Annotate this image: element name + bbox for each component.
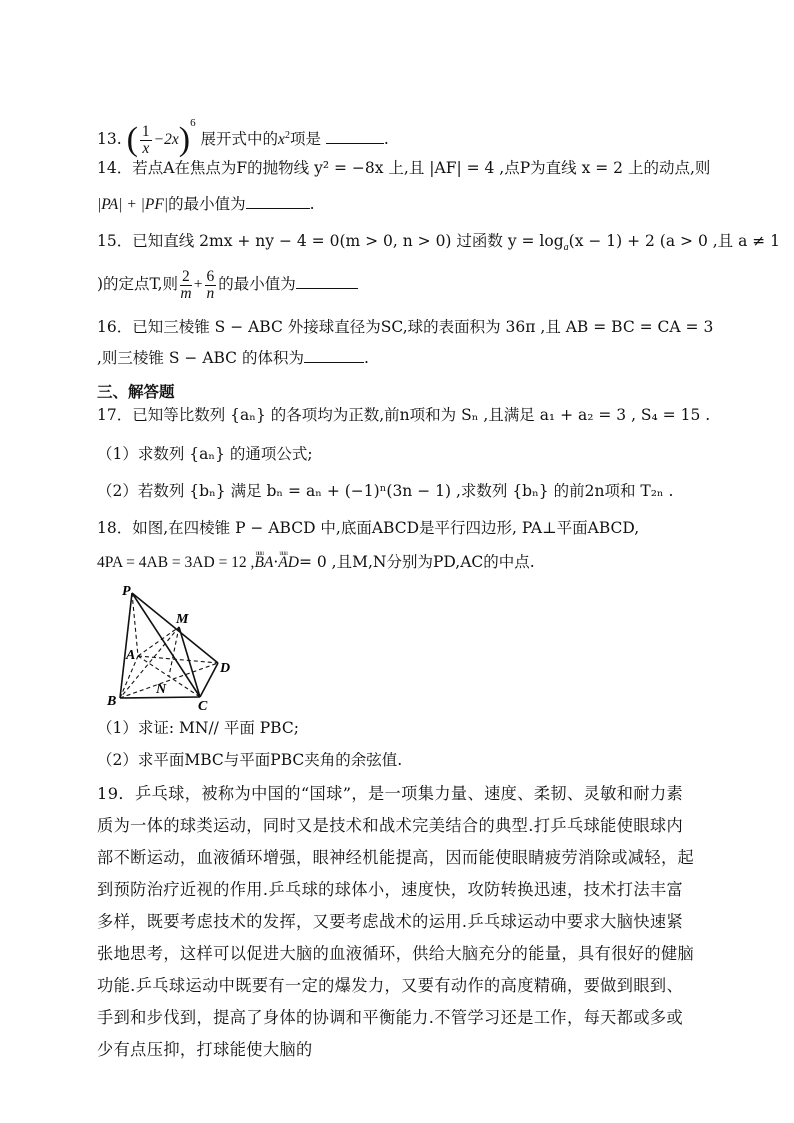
- edge-bc: [120, 697, 200, 698]
- problem-18-question-2: （2）求平面MBC与平面PBC夹角的余弦值.: [97, 751, 403, 769]
- section-title: 三、解答题: [97, 382, 175, 401]
- edge-pb: [120, 593, 132, 698]
- problem-16-line-1: 16．已知三棱锥 S − ABC 外接球直径为SC,球的表面积为 36π ,且 AB = BC = CA = 3: [97, 318, 714, 336]
- edge-pd: [132, 593, 218, 663]
- close-paren: ): [178, 121, 191, 158]
- vector-ad: uuu AD: [278, 552, 299, 574]
- segment-mc: [179, 627, 200, 697]
- label-a: A: [126, 648, 136, 663]
- label-m: M: [176, 612, 189, 627]
- label-p: P: [122, 584, 131, 599]
- answer-blank[interactable]: [246, 194, 310, 209]
- problem-13: 13. ( $\frac{1}{x}$ −2x)$^6$ 展开式中的$x^2$项是 .: [97, 117, 389, 158]
- problem-19-paragraph: 19．乒乓球，被称为中国的“国球”，是一项集力量、速度、柔韧、灵敏和耐力素质为一体的球类运动，同时又是技术和战术完美结合的典型.打乒乓球能使眼球内部不断运动，血液循环增强，眼神经机能提高，因而能使眼睛疲劳消除或减轻，起到预防治疗近视的作用.乒乓球的球体小，速度快，攻防转换迅速，技术打法丰富多样，既要考虑技术的发挥，又要考虑战术的运用.乒乓球运动中要求大脑快速紧张地思考，这样可以促进大脑的血液循环，供给大脑充分的能量，具有很好的健脑功能.乒乓球运动中既要有一定的爆发力，又要有动作的高度精确，要做到眼到、手到和步伐到，提高了身体的协调和平衡能力.不管学习还是工作，每天都或多或少有点压抑，打球能使大脑的: [97, 784, 695, 1059]
- exponent: 6: [190, 117, 196, 129]
- fraction-2-over-m: $\frac{2}{m}$: [180, 267, 192, 302]
- vector-ba: uuu BA: [254, 552, 273, 574]
- problem-18-line-2: 4PA = 4AB = 3AD = 12 ,uuu BA·uuu AD= 0 ,且M,N分别为PD,AC的中点.: [97, 551, 535, 574]
- open-paren: (: [126, 121, 138, 158]
- label-d: D: [220, 661, 231, 676]
- answer-blank[interactable]: [326, 129, 384, 144]
- problem-18-question-1: （1）求证: MN// 平面 PBC;: [97, 719, 299, 737]
- segment-am: [138, 627, 179, 656]
- x-squared: x: [278, 131, 285, 148]
- answer-blank[interactable]: [304, 348, 364, 363]
- edge-pa: [132, 593, 138, 656]
- problem-13-text: 展开式中的: [200, 130, 279, 148]
- label-n: N: [156, 682, 167, 697]
- problem-17-question-1: （1）求数列 {aₙ} 的通项公式;: [97, 445, 313, 463]
- binomial-term: −2x: [153, 131, 179, 148]
- diag-ac: [138, 656, 200, 697]
- problem-13-number: 13.: [97, 130, 122, 148]
- problem-18-line-1: 18．如图,在四棱锥 P − ABCD 中,底面ABCD是平行四边形, PA⊥平面ABCD,: [97, 519, 640, 537]
- problem-17-question-2: （2）若数列 {bₙ} 满足 bₙ = aₙ + (−1)ⁿ(3n − 1) ,求数列 {bₙ} 的前2n项和 T₂ₙ .: [97, 482, 674, 500]
- fraction-1-over-x: $\frac{1}{x}$: [141, 122, 150, 157]
- label-b: B: [107, 694, 117, 709]
- problem-14-line-1: 14．若点A在焦点为F的抛物线 y² = −8x 上,且 |AF| = 4 ,点P为直线 x = 2 上的动点,则: [97, 159, 711, 177]
- problem-14-line-2: |PA| + |PF|的最小值为 .: [97, 195, 315, 213]
- label-c: C: [198, 699, 208, 711]
- pyramid-figure: [100, 583, 236, 711]
- fraction-6-over-n: $\frac{6}{n}$: [206, 267, 215, 302]
- problem-17-line-1: 17．已知等比数列 {aₙ} 的各项均为正数,前n项和为 Sₙ ,且满足 a₁ + a₂ = 3 , S₄ = 15 .: [97, 406, 711, 424]
- answer-blank[interactable]: [296, 274, 358, 289]
- problem-15-line-2: )的定点T,则 $\frac{2}{m}$ + $\frac{6}{n}$ 的最小值为: [97, 266, 358, 302]
- problem-16-line-2: ,则三棱锥 S − ABC 的体积为 .: [97, 349, 369, 367]
- problem-15-line-1: 15．已知直线 2mx + ny − 4 = 0(m > 0, n > 0) 过函数 $y = \log_a(x - 1) + 2$ (a > 0 ,且 a ≠ 1: [97, 232, 781, 254]
- diag-bd: [120, 663, 218, 698]
